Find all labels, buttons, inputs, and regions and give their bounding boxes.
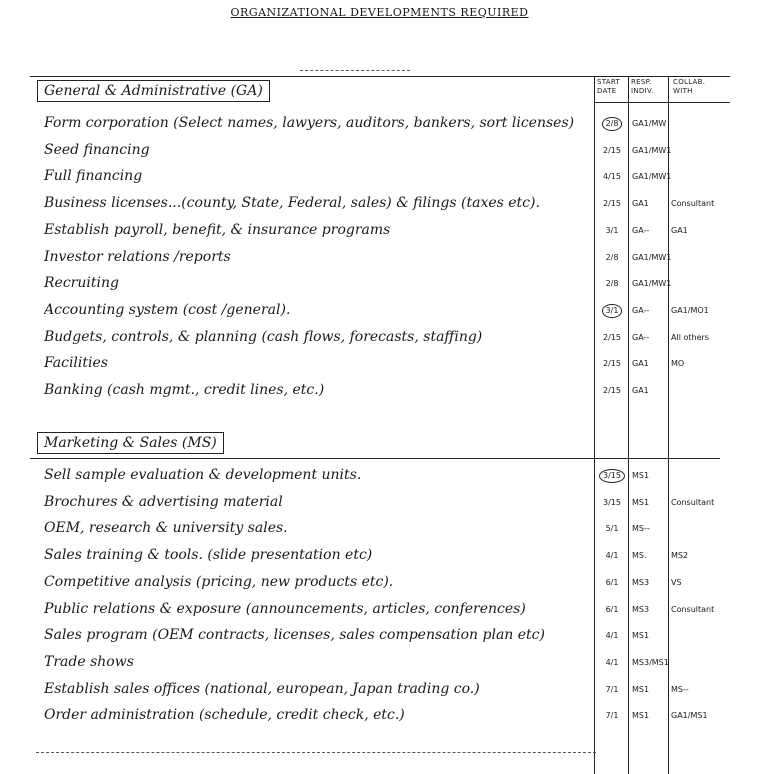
start-date-value: 6/1 xyxy=(605,577,619,587)
start-date-value: 2/8 xyxy=(602,117,623,131)
responsible-individual-cell: MS1 xyxy=(632,711,650,721)
responsible-individual-cell: GA1 xyxy=(632,359,649,369)
collaborate-with-cell: Consultant xyxy=(671,604,715,614)
collaborate-with-cell xyxy=(671,112,743,135)
collaborate-with-cell xyxy=(671,379,743,402)
start-date-cell xyxy=(598,544,626,567)
task-row xyxy=(0,544,759,567)
responsible-individual-cell: GA1/MW xyxy=(632,119,667,128)
collaborate-with-cell: MS2 xyxy=(671,551,689,561)
collaborate-with-cell: Consultant xyxy=(671,199,715,209)
start-date-value: 4/15 xyxy=(603,172,621,182)
bottom-dash-rule xyxy=(36,752,596,753)
task-row xyxy=(0,651,759,674)
responsible-individual-cell: GA-- xyxy=(632,305,650,315)
responsible-individual-cell: GA1/MW1 xyxy=(632,279,672,289)
task-description: Competitive analysis (pricing, new products etc). xyxy=(44,573,394,590)
column-header-collab-with: COLLAB. WITH xyxy=(673,78,706,95)
task-row xyxy=(0,624,759,647)
start-date-value: 3/15 xyxy=(599,469,625,483)
collaborate-with-cell xyxy=(671,651,743,674)
start-date-cell xyxy=(598,326,626,349)
start-date-cell xyxy=(598,464,626,487)
start-date-value: 7/1 xyxy=(605,711,619,721)
header-underline xyxy=(594,102,730,103)
responsible-individual-cell: GA1/MW1 xyxy=(632,172,672,182)
responsible-individual-cell: MS3 xyxy=(632,577,650,587)
task-row xyxy=(0,517,759,540)
start-date-value: 7/1 xyxy=(605,684,619,694)
task-row xyxy=(0,571,759,594)
start-date-value: 2/15 xyxy=(603,332,621,342)
start-date-value: 2/15 xyxy=(603,199,621,209)
start-date-cell xyxy=(598,379,626,402)
task-row xyxy=(0,678,759,701)
responsible-individual-cell: GA-- xyxy=(632,225,650,235)
task-description: Investor relations /reports xyxy=(44,248,231,265)
start-date-cell xyxy=(598,651,626,674)
start-date-value: 2/15 xyxy=(603,359,621,369)
collaborate-with-cell xyxy=(671,246,743,269)
task-row xyxy=(0,598,759,621)
start-date-cell xyxy=(598,192,626,215)
task-row xyxy=(0,192,759,215)
start-date-value: 4/1 xyxy=(605,657,619,667)
task-row xyxy=(0,299,759,322)
start-date-cell xyxy=(598,165,626,188)
responsible-individual-cell: MS1 xyxy=(632,497,650,507)
start-date-cell xyxy=(598,272,626,295)
collaborate-with-cell: VS xyxy=(671,577,682,587)
responsible-individual-cell: GA1 xyxy=(632,199,649,209)
document-title xyxy=(0,6,759,19)
task-description: Accounting system (cost /general). xyxy=(44,301,291,318)
task-description: Facilities xyxy=(44,355,108,372)
start-date-value: 4/1 xyxy=(605,631,619,641)
start-date-cell xyxy=(598,352,626,375)
collaborate-with-cell: MS-- xyxy=(671,684,689,694)
task-description: Business licenses...(county, State, Federal, sales) & filings (taxes etc). xyxy=(44,195,540,212)
column-header-resp-indiv: RESP. INDIV. xyxy=(631,78,654,95)
collaborate-with-cell xyxy=(671,464,743,487)
task-row xyxy=(0,272,759,295)
task-description: Form corporation (Select names, lawyers, auditors, bankers, sort licenses) xyxy=(44,115,575,131)
start-date-cell xyxy=(598,219,626,242)
collaborate-with-cell xyxy=(671,165,743,188)
task-row xyxy=(0,112,759,135)
start-date-cell xyxy=(598,598,626,621)
start-date-value: 2/8 xyxy=(605,252,619,262)
start-date-cell xyxy=(598,246,626,269)
responsible-individual-cell: MS. xyxy=(632,551,647,561)
start-date-value: 6/1 xyxy=(605,604,619,614)
collaborate-with-cell xyxy=(671,517,743,540)
task-row xyxy=(0,139,759,162)
responsible-individual-cell: MS3/MS1 xyxy=(632,657,669,667)
document-title-text: ORGANIZATIONAL DEVELOPMENTS REQUIRED xyxy=(230,6,529,19)
start-date-value: 2/15 xyxy=(603,145,621,155)
collaborate-with-cell: GA1 xyxy=(671,225,688,235)
section-heading-general-admin: General & Administrative (GA) xyxy=(37,80,270,102)
start-date-value: 2/8 xyxy=(605,279,619,289)
start-date-value: 3/15 xyxy=(603,497,621,507)
task-description: Full financing xyxy=(44,168,143,185)
responsible-individual-cell: MS1 xyxy=(632,631,650,641)
start-date-value: 5/1 xyxy=(605,524,619,534)
start-date-value: 3/1 xyxy=(602,304,623,318)
start-date-cell xyxy=(598,571,626,594)
top-dash-rule xyxy=(300,70,410,71)
responsible-individual-cell: GA1 xyxy=(632,386,649,395)
task-description: Sell sample evaluation & development units. xyxy=(44,467,362,483)
task-row xyxy=(0,352,759,375)
start-date-cell xyxy=(598,678,626,701)
responsible-individual-cell: MS3 xyxy=(632,604,650,614)
start-date-cell xyxy=(598,517,626,540)
task-description: OEM, research & university sales. xyxy=(44,520,288,537)
column-header-start-date: START DATE xyxy=(597,78,621,95)
task-description: Recruiting xyxy=(44,275,119,292)
start-date-cell xyxy=(598,491,626,514)
start-date-cell xyxy=(598,139,626,162)
collaborate-with-cell: MO xyxy=(671,359,685,369)
top-rule xyxy=(30,76,730,77)
task-description: Budgets, controls, & planning (cash flows, forecasts, staffing) xyxy=(44,328,483,345)
start-date-cell xyxy=(598,704,626,727)
task-row xyxy=(0,704,759,727)
task-row xyxy=(0,464,759,487)
responsible-individual-cell: MS-- xyxy=(632,524,650,534)
task-description: Order administration (schedule, credit check, etc.) xyxy=(44,707,405,724)
task-row xyxy=(0,246,759,269)
task-description: Establish payroll, benefit, & insurance programs xyxy=(44,221,391,238)
responsible-individual-cell: GA1/MW1 xyxy=(632,145,672,155)
task-description: Sales program (OEM contracts, licenses, sales compensation plan etc) xyxy=(44,627,545,644)
start-date-value: 2/15 xyxy=(603,386,621,395)
collaborate-with-cell: GA1/MO1 xyxy=(671,305,709,315)
start-date-cell xyxy=(598,624,626,647)
task-description: Seed financing xyxy=(44,141,150,158)
task-row xyxy=(0,491,759,514)
task-description: Establish sales offices (national, european, Japan trading co.) xyxy=(44,680,480,697)
task-row xyxy=(0,326,759,349)
collaborate-with-cell xyxy=(671,624,743,647)
marketing-section-rule xyxy=(30,458,720,459)
section-heading-marketing-sales: Marketing & Sales (MS) xyxy=(37,432,224,454)
task-description: Banking (cash mgmt., credit lines, etc.) xyxy=(44,382,325,398)
task-description: Brochures & advertising material xyxy=(44,493,283,510)
responsible-individual-cell: GA1/MW1 xyxy=(632,252,672,262)
task-row xyxy=(0,219,759,242)
collaborate-with-cell xyxy=(671,272,743,295)
task-description: Trade shows xyxy=(44,653,134,670)
responsible-individual-cell: MS1 xyxy=(632,684,650,694)
responsible-individual-cell: MS1 xyxy=(632,471,650,480)
collaborate-with-cell: All others xyxy=(671,332,709,342)
task-description: Sales training & tools. (slide presentation etc) xyxy=(44,547,373,564)
task-description: Public relations & exposure (announcements, articles, conferences) xyxy=(44,600,526,617)
responsible-individual-cell: GA-- xyxy=(632,332,650,342)
task-row xyxy=(0,379,759,402)
task-row xyxy=(0,165,759,188)
collaborate-with-cell: Consultant xyxy=(671,497,715,507)
start-date-value: 4/1 xyxy=(605,551,619,561)
start-date-cell xyxy=(598,299,626,322)
start-date-value: 3/1 xyxy=(605,225,619,235)
start-date-cell xyxy=(598,112,626,135)
collaborate-with-cell: GA1/MS1 xyxy=(671,711,708,721)
collaborate-with-cell xyxy=(671,139,743,162)
